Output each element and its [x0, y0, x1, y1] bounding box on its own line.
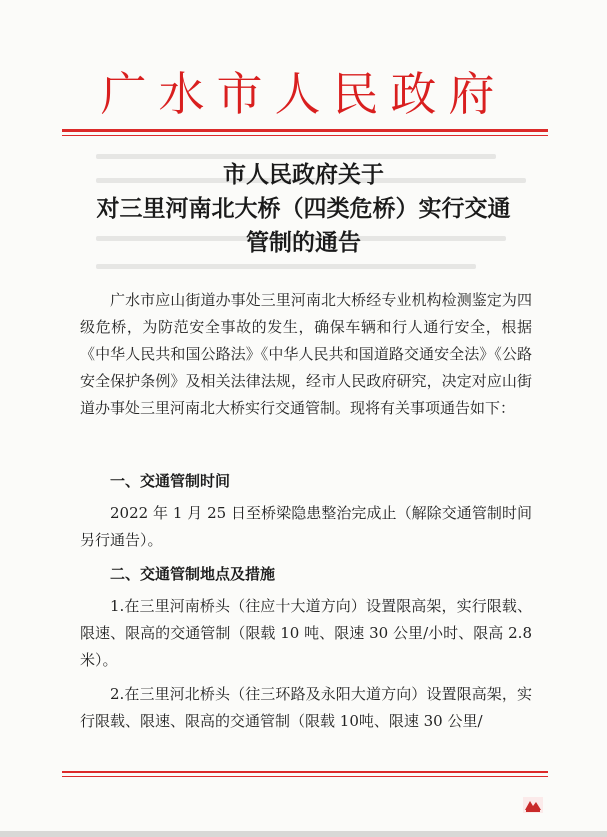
- measure-item-2: 2.在三里河北桥头（往三环路及永阳大道方向）设置限高架，实行限载、限速、限高的交通管制（限载 10吨、限速 30 公里/: [80, 685, 532, 730]
- section-heading-location: 二、交通管制地点及措施: [110, 565, 276, 583]
- document-title-line-3: 管制的通告: [246, 230, 361, 256]
- header-red-rule: [62, 129, 548, 132]
- scan-bottom-edge: [0, 831, 607, 837]
- measure-item-1: 1.在三里河南桥头（往应十大道方向）设置限高架，实行限载、限速、限高的交通管制（限载 10 吨、限速 30 公里/小时、限高 2.8 米）。: [80, 597, 532, 669]
- footer-red-rule-thin: [62, 776, 548, 777]
- corner-logo-icon: [523, 797, 543, 813]
- footer-red-rule: [62, 771, 548, 773]
- bleed-through-mark: [96, 264, 476, 269]
- intro-paragraph: 广水市应山街道办事处三里河南北大桥经专业机构检测鉴定为四级危桥，为防范安全事故的发生，确保车辆和行人通行安全，根据《中华人民共和国公路法》《中华人民共和国道路交通安全法》《公路安全保护条例》及相关法律法规，经市人民政府研究，决定对应山街道办事处三里河南北大桥实行交通管制。现将有关事项通告如下：: [80, 291, 532, 417]
- document-title-line-2: 对三里河南北大桥（四类危桥）实行交通: [96, 196, 511, 222]
- section-heading-time: 一、交通管制时间: [110, 472, 231, 490]
- header-red-rule-thin: [62, 135, 548, 136]
- document-title-line-1: 市人民政府关于: [223, 162, 384, 188]
- issuer-letterhead: 广水市人民政府: [100, 67, 507, 121]
- section-text-time: 2022 年 1 月 25 日至桥梁隐患整治完成止（解除交通管制时间另行通告）。: [80, 504, 532, 549]
